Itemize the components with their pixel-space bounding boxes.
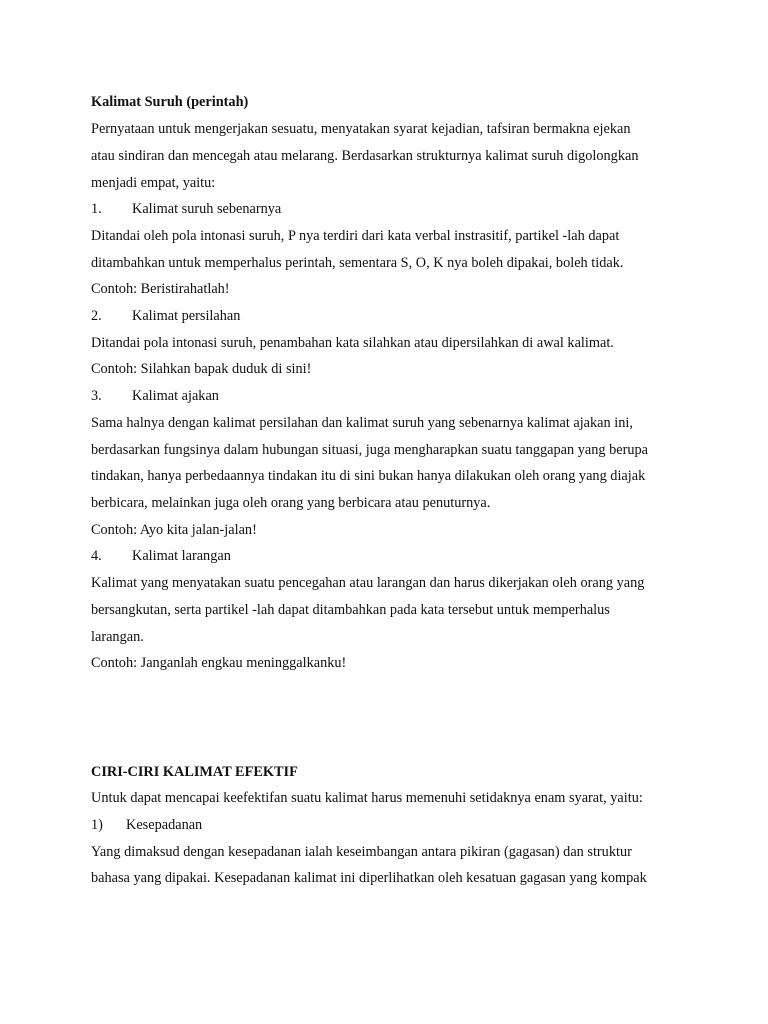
section-title-ciri-ciri: CIRI-CIRI KALIMAT EFEKTIF: [91, 764, 298, 780]
paragraph-line: tindakan, hanya perbedaannya tindakan itu di sini bukan hanya dilakukan oleh orang yang diajak: [91, 468, 646, 484]
paragraph-line: Sama halnya dengan kalimat persilahan dan kalimat suruh yang sebenarnya kalimat ajakan ini,: [91, 415, 633, 431]
paragraph-line: atau sindiran dan mencegah atau melarang. Berdasarkan strukturnya kalimat suruh digolongkan: [91, 148, 639, 164]
paragraph-line: Yang dimaksud dengan kesepadanan ialah keseimbangan antara pikiran (gagasan) dan struktur: [91, 844, 632, 860]
paragraph-line: Ditandai oleh pola intonasi suruh, P nya terdiri dari kata verbal instrasitif, partikel -lah dapat: [91, 228, 620, 244]
list-item-label: Kesepadanan: [126, 817, 203, 833]
paragraph-line: Kalimat yang menyatakan suatu pencegahan atau larangan dan harus dikerjakan oleh orang yang: [91, 575, 645, 591]
paragraph-line: berbicara, melainkan juga oleh orang yang berbicara atau penuturnya.: [91, 495, 491, 511]
paragraph-line: menjadi empat, yaitu:: [91, 175, 216, 191]
paragraph-line: bersangkutan, serta partikel -lah dapat ditambahkan pada kata tersebut untuk memperhalus: [91, 602, 610, 618]
list-item-label: Kalimat larangan: [132, 548, 231, 564]
paragraph-line: Untuk dapat mencapai keefektifan suatu kalimat harus memenuhi setidaknya enam syarat, yaitu:: [91, 790, 643, 806]
paragraph-line: bahasa yang dipakai. Kesepadanan kalimat ini diperlihatkan oleh kesatuan gagasan yang kompak: [91, 870, 647, 886]
example-line: Contoh: Silahkan bapak duduk di sini!: [91, 361, 312, 377]
section-title-kalimat-suruh: Kalimat Suruh (perintah): [91, 94, 249, 110]
paragraph-line: berdasarkan fungsinya dalam hubungan situasi, juga mengharapkan suatu tanggapan yang berupa: [91, 442, 649, 458]
example-line: Contoh: Ayo kita jalan-jalan!: [91, 522, 257, 538]
example-line: Contoh: Janganlah engkau meninggalkanku!: [91, 655, 347, 671]
list-number: 3.: [91, 388, 102, 404]
paragraph-line: larangan.: [91, 629, 144, 645]
list-item-label: Kalimat suruh sebenarnya: [132, 201, 282, 217]
paragraph-line: Ditandai pola intonasi suruh, penambahan kata silahkan atau dipersilahkan di awal kalimat.: [91, 335, 614, 351]
paragraph-line: ditambahkan untuk memperhalus perintah, sementara S, O, K nya boleh dipakai, boleh tidak.: [91, 255, 624, 271]
list-number: 2.: [91, 308, 102, 324]
list-item-label: Kalimat ajakan: [132, 388, 219, 404]
example-line: Contoh: Beristirahatlah!: [91, 281, 230, 297]
list-number: 4.: [91, 548, 102, 564]
list-item-label: Kalimat persilahan: [132, 308, 241, 324]
list-number: 1): [91, 817, 103, 833]
list-number: 1.: [91, 201, 102, 217]
paragraph-line: Pernyataan untuk mengerjakan sesuatu, menyatakan syarat kejadian, tafsiran bermakna ejekan: [91, 121, 631, 137]
